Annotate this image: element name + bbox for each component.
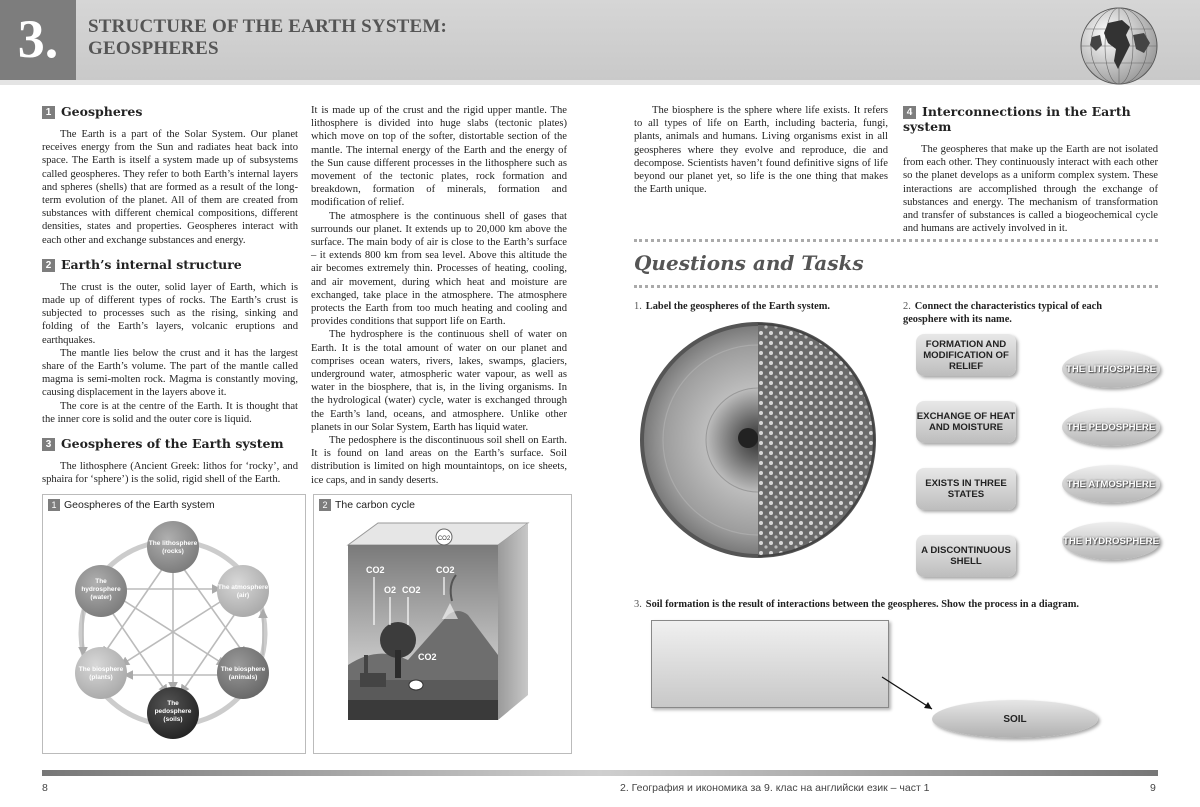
- co2-bubble-label: CO2: [437, 536, 451, 542]
- atmosphere-paragraph: The atmosphere is the continuous shell of gases that surrounds our planet. It extends up to 20,000 km above the surface. The main body of air is close to the Earth’s surface – it extends 800 km from sea level. Above this altitude the air becomes extremely thin. Processes of heating, cooling, and air movement, during which heat and moisture are exchanged, take place in the atmosphere. The atmosphere protects the Earth from too much heating and cooling and provides conditions that support life on Earth.: [311, 210, 567, 328]
- node-hydrosphere-sublabel: hydrosphere: [81, 586, 121, 593]
- question-2-number: 2.: [903, 301, 911, 312]
- lithosphere-paragraph: The lithosphere (Ancient Greek: lithos for ‘rocky’, and sphaira for ‘sphere’) is the solid, rigid shell of the Earth.: [42, 461, 298, 486]
- factory-icon: [360, 673, 386, 687]
- soil-arrow-icon: [880, 675, 940, 715]
- section-2-heading: [42, 257, 298, 272]
- section-1-number: 1: [42, 106, 55, 119]
- question-1-text: Label the geospheres of the Earth system.: [645, 301, 831, 312]
- header-stripe: [0, 80, 1200, 85]
- sphere-lithosphere[interactable]: THE LITHOSPHERE: [1062, 350, 1160, 388]
- characteristic-three-states[interactable]: EXISTS IN THREE STATES: [916, 468, 1016, 510]
- page-number-right: 9: [1150, 782, 1156, 794]
- section-4-number: 4: [903, 106, 916, 119]
- page-number-left: 8: [42, 782, 48, 794]
- sphere-atmosphere[interactable]: THE ATMOSPHERE: [1062, 465, 1160, 503]
- section-3-heading: [42, 436, 298, 451]
- section-3-number: 3: [42, 438, 55, 451]
- node-hydrosphere-sublabel2: (water): [90, 594, 112, 601]
- node-atmosphere: [217, 565, 269, 617]
- node-biosphere-animals-label: The biosphere: [220, 666, 266, 673]
- node-biosphere-plants: [75, 647, 127, 699]
- soil-oval: SOIL: [932, 700, 1098, 738]
- section-4-text: The geospheres that make up the Earth are not isolated from each other. They continuously interact with each other so the planet develops as a uniform complex system. These interactions are accomplished through the exchange of substances and energy. The mechanism of transformation and transfer of substances is called a biogeochemical cycle and humans are actively involved in it.: [903, 144, 1158, 235]
- column-3: [634, 104, 888, 196]
- column-2: [311, 104, 567, 487]
- characteristic-discontinuous-shell[interactable]: A DISCONTINUOUS SHELL: [916, 535, 1016, 577]
- section-3-title: Geospheres of the Earth system: [61, 436, 284, 452]
- node-biosphere-animals-sublabel: (animals): [228, 674, 258, 681]
- section-1-heading: [42, 104, 298, 119]
- co2-label-bottom: CO2: [418, 652, 437, 662]
- node-biosphere-animals: [217, 647, 269, 699]
- pedosphere-paragraph: The pedosphere is the discontinuous soil shell on Earth. It is found on land areas on the Earth’s surface. Soil distribution is limited on high mountaintops, on ice sheets, ice caps, and in sandy deserts.: [311, 435, 567, 486]
- section-1-text: The Earth is a part of the Solar System. Our planet receives energy from the Sun and radiates heat back into space. The Earth is itself a system made up of subsystems called geospheres. They refer to both Earth’s internal layers and spheres (shells) that are formed as a result of the long-term evolution of the planet. All of them are created from substances with different chemical compositions, different densities, states and properties. Geospheres interact with each other and exchange substances and energy.: [42, 129, 298, 246]
- figure-1-number: 1: [48, 499, 60, 511]
- node-pedosphere-label: The: [167, 700, 179, 707]
- section-4-heading: [903, 104, 1158, 134]
- section-1-title: Geospheres: [61, 104, 143, 119]
- section-4-title: Interconnections in the Earth system: [903, 104, 1131, 134]
- question-1-number: 1.: [634, 301, 642, 312]
- node-atmosphere-label: The atmosphere: [217, 584, 269, 591]
- sphere-pedosphere[interactable]: THE PEDOSPHERE: [1062, 408, 1160, 446]
- figure-2-number: 2: [319, 499, 331, 511]
- soil-diagram-input-box[interactable]: [651, 620, 889, 708]
- question-3: [634, 598, 1158, 611]
- carbon-cycle-illustration: [318, 515, 566, 749]
- figure-1-caption: [48, 499, 215, 511]
- chapter-title: [88, 16, 447, 60]
- sphere-hydrosphere[interactable]: THE HYDROSPHERE: [1062, 522, 1160, 560]
- questions-divider-bottom: [634, 285, 1158, 288]
- chapter-title-line1: STRUCTURE OF THE EARTH SYSTEM:: [88, 16, 448, 37]
- o2-label: O2: [384, 585, 397, 595]
- figure-1-title: Geospheres of the Earth system: [64, 499, 215, 511]
- characteristic-relief[interactable]: FORMATION AND MODIFICATION OF RELIEF: [916, 334, 1016, 376]
- co2-label-right: CO2: [436, 565, 455, 575]
- questions-title: Questions and Tasks: [634, 251, 864, 275]
- node-pedosphere-sublabel2: (soils): [163, 716, 183, 723]
- node-lithosphere-sublabel: (rocks): [162, 548, 184, 555]
- node-pedosphere-sublabel: pedosphere: [154, 708, 192, 715]
- geospheres-diagram: [55, 515, 295, 750]
- column-1: [42, 104, 298, 486]
- node-biosphere-plants-label: The biosphere: [78, 666, 124, 673]
- chapter-title-line2: GEOSPHERES: [88, 38, 219, 59]
- co2-label-left: CO2: [366, 565, 385, 575]
- core-paragraph: The core is at the centre of the Earth. It is thought that the inner core is solid and the outer core is liquid.: [42, 400, 298, 425]
- question-3-text: Soil formation is the result of interactions between the geospheres. Show the process in a diagram.: [645, 599, 1080, 610]
- question-2: [903, 300, 1143, 326]
- node-biosphere-plants-sublabel: (plants): [89, 674, 113, 681]
- node-atmosphere-sublabel: (air): [236, 592, 250, 599]
- node-lithosphere: [147, 521, 199, 573]
- figure-2-caption: [319, 499, 415, 511]
- globe-icon: [1078, 5, 1160, 87]
- question-1: [634, 300, 884, 313]
- mantle-paragraph: The mantle lies below the crust and it has the largest share of the Earth’s volume. The part of the mantle called magma is semi-molten rock. Magma is constantly moving, causing displacement in the layers above it.: [42, 347, 298, 399]
- footer-title: 2. География и икономика за 9. клас на английски език – част 1: [620, 782, 930, 794]
- lithosphere-continued-paragraph: It is made up of the crust and the rigid upper mantle. The lithosphere is divided into huge slabs (tectonic plates) which move on top of the softer, distortable section of the mantle. The internal energy of the Earth and the energy of the Sun cause different processes in the lithosphere such as movement of the tectonic plates, rock formation and breakdown, formation of minerals, formation and modification of relief.: [311, 105, 567, 209]
- figure-2-title: The carbon cycle: [335, 499, 415, 511]
- hydrosphere-paragraph: The hydrosphere is the continuous shell of water on Earth. It is the total amount of water on our planet and comprises ocean waters, rivers, lakes, swamps, glaciers, underground water, atmospheric water vapour, as well as water in the biosphere, that is, in the living organisms. In the hydrological (water) cycle, water is exchanged through the Earth’s land, oceans, and atmosphere. Unlike other planets in our Solar System, Earth has liquid water.: [311, 329, 567, 433]
- crust-paragraph: The crust is the outer, solid layer of Earth, which is made up of different types of rocks. The Earth’s crust is subjected to processes such as the rising, sinking and folding of the Earth’s layers, volcanic eruptions and earthquakes.: [42, 281, 298, 346]
- node-hydrosphere: [75, 565, 127, 617]
- characteristic-heat-moisture[interactable]: EXCHANGE OF HEAT AND MOISTURE: [916, 401, 1016, 443]
- earth-surface-half: [758, 324, 874, 556]
- co2-label-mid: CO2: [402, 585, 421, 595]
- chapter-number: 3.: [17, 9, 59, 69]
- question-3-number: 3.: [634, 599, 642, 610]
- earth-cross-section: [638, 320, 878, 560]
- biosphere-paragraph: The biosphere is the sphere where life exists. It refers to all types of life on Earth, including bacteria, fungi, plants, animals and humans. Living organisms exist in all geospheres where they evolve and reproduce, die and decompose. Scientists haven’t found definitive signs of life beyond our planet yet, so life is the one thing that makes the Earth unique.: [634, 105, 888, 196]
- question-2-text: Connect the characteristics typical of each geosphere with its name.: [903, 301, 1103, 325]
- column-4: [903, 104, 1158, 235]
- node-pedosphere: [147, 687, 199, 739]
- node-hydrosphere-label: The: [95, 578, 107, 585]
- questions-divider-top: [634, 239, 1158, 242]
- cow-icon: [409, 680, 423, 690]
- section-2-title: Earth’s internal structure: [61, 256, 242, 272]
- footer-bar: [42, 770, 1158, 776]
- node-lithosphere-label: The lithosphere: [148, 540, 198, 547]
- section-2-number: 2: [42, 259, 55, 272]
